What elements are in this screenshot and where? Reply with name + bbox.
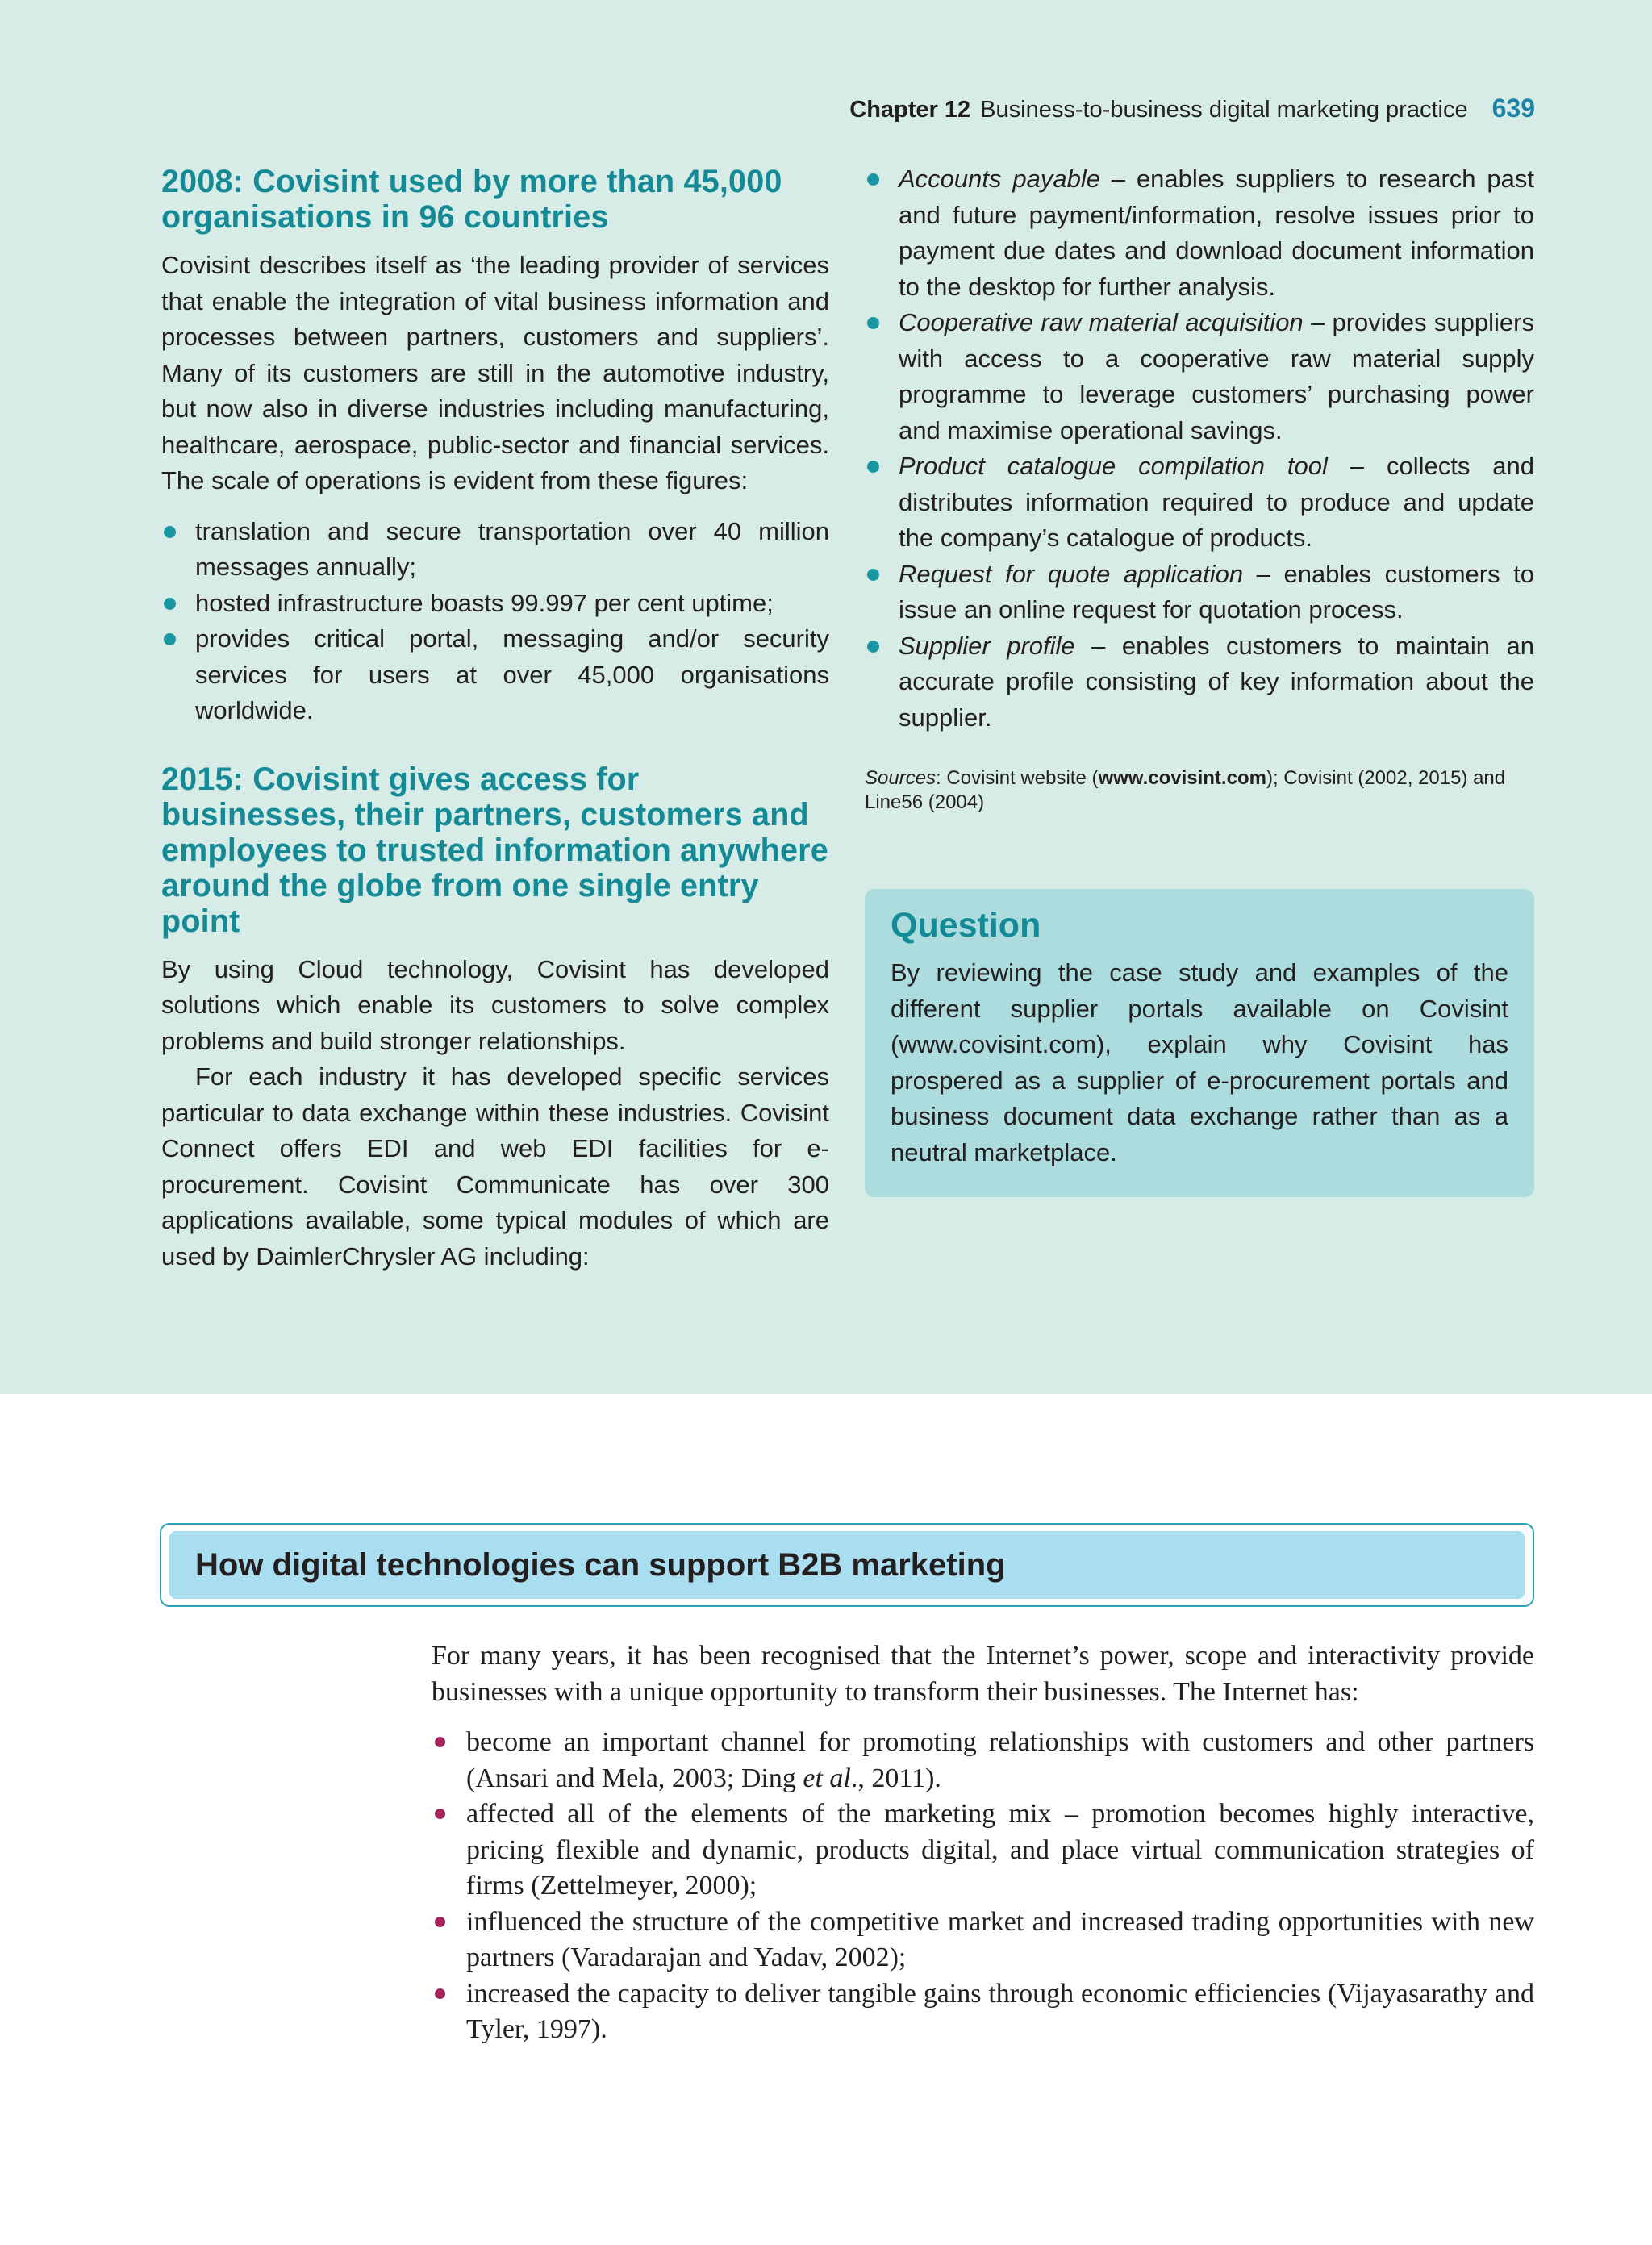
section-intro: For many years, it has been recognised that the Internet’s power, scope and interactivity provide businesses with a unique opportunity to transform their businesses. The Internet has:	[432, 1641, 1534, 1707]
modules-list	[865, 161, 1534, 736]
heading-2015: 2015: Covisint gives access for businesses, their partners, customers and employees to trusted information anywhere around the globe from one single entry point	[161, 761, 828, 939]
bullet-icon	[867, 641, 879, 653]
module-term: Cooperative raw material acquisition	[899, 308, 1304, 336]
list-item: Request for quote application – enables customers to issue an online request for quotation process.	[865, 557, 1534, 628]
bullet-icon	[164, 598, 176, 610]
question-url: www.covisint.com	[899, 1030, 1096, 1058]
case-left-column	[161, 164, 829, 1275]
bullet-icon	[867, 569, 879, 581]
bullet-icon	[867, 461, 879, 473]
section-heading-box	[160, 1523, 1534, 1607]
chapter-label: Chapter 12	[849, 97, 971, 123]
bullet-icon	[435, 1917, 445, 1927]
list-item: Product catalogue compilation tool – collects and distributes information required to produce and update the company’s catalogue of products.	[865, 449, 1534, 557]
internet-effects-list	[432, 1725, 1534, 2048]
chapter-title: Business-to-business digital marketing practice	[980, 97, 1468, 123]
paragraph-2015-2: For each industry it has developed specific services particular to data exchange within these industries. Covisint Connect offers EDI and web EDI facilities for e-procurement. Covisint Communicate has over 300 applications available, some typical modules of which are used by DaimlerChrysler AG including:	[161, 1062, 829, 1271]
heading-2008: 2008: Covisint used by more than 45,000 organisations in 96 countries	[161, 164, 782, 235]
module-term: Accounts payable	[899, 165, 1100, 193]
bullet-icon	[164, 526, 176, 538]
question-title: Question	[891, 906, 1041, 945]
bullet-icon	[435, 1988, 445, 1999]
list-item: translation and secure transportation over 40 million messages annually;	[161, 514, 829, 586]
question-text: By reviewing the case study and examples of the different supplier portals available on Covisint (www.covisint.com), explain why Covisint has prospered as a supplier of e-procurement portals and business document data exchange rather than as a neutral marketplace.	[891, 958, 1508, 1166]
sources-url: www.covisint.com	[1098, 767, 1266, 789]
bullet-icon	[867, 317, 879, 329]
list-item: Accounts payable – enables suppliers to research past and future payment/information, resolve issues prior to payment due dates and download document information to the desktop for further analysis.	[865, 161, 1534, 305]
list-item: influenced the structure of the competitive market and increased trading opportunities with new partners (Varadarajan and Yadav, 2002);	[432, 1905, 1534, 1976]
figures-list	[161, 514, 829, 729]
case-right-column	[865, 161, 1534, 815]
question-box	[865, 889, 1534, 1197]
module-term: Product catalogue compilation tool	[899, 452, 1328, 480]
bullet-icon	[435, 1737, 445, 1747]
page-number: 639	[1491, 94, 1535, 123]
module-term: Request for quote application	[899, 559, 1244, 588]
list-item: become an important channel for promoting relationships with customers and other partners (Ansari and Mela, 2003; Ding et al., 2011).	[432, 1725, 1534, 1796]
paragraph-2015-1: By using Cloud technology, Covisint has developed solutions which enable its customers to solve complex problems and build stronger relationships.	[161, 954, 829, 1055]
bullet-icon	[164, 633, 176, 645]
running-head	[849, 94, 1535, 123]
bullet-icon	[867, 173, 879, 186]
list-item: increased the capacity to deliver tangible gains through economic efficiencies (Vijayasarathy and Tyler, 1997).	[432, 1976, 1534, 2048]
list-item: affected all of the elements of the marketing mix – promotion becomes highly interactive, pricing flexible and dynamic, products digital, and place virtual communication strategies of firms (Zettelmeyer, 2000);	[432, 1796, 1534, 1905]
section-body	[432, 1638, 1534, 2048]
list-item: Cooperative raw material acquisition – provides suppliers with access to a cooperative raw material supply programme to leverage customers’ purchasing power and maximise operational savings.	[865, 305, 1534, 449]
sources-note: Sources: Covisint website (www.covisint.com); Covisint (2002, 2015) and Line56 (2004)	[865, 767, 1506, 813]
section-heading-fill	[169, 1531, 1525, 1599]
module-term: Supplier profile	[899, 631, 1075, 660]
list-item: hosted infrastructure boasts 99.997 per cent uptime;	[161, 586, 829, 622]
paragraph-2008: Covisint describes itself as ‘the leading provider of services that enable the integration of vital business information and processes between partners, customers and suppliers’. Many of its customers are still in the automotive industry, but now also in diverse industries including manufacturing, healthcare, aerospace, public-sector and financial services. The scale of operations is evident from these figures:	[161, 251, 829, 494]
bullet-icon	[435, 1809, 445, 1819]
list-item: Supplier profile – enables customers to maintain an accurate profile consisting of key information about the supplier.	[865, 628, 1534, 737]
list-item: provides critical portal, messaging and/or security services for users at over 45,000 organisations worldwide.	[161, 621, 829, 729]
section-title: How digital technologies can support B2B marketing	[195, 1547, 1006, 1583]
